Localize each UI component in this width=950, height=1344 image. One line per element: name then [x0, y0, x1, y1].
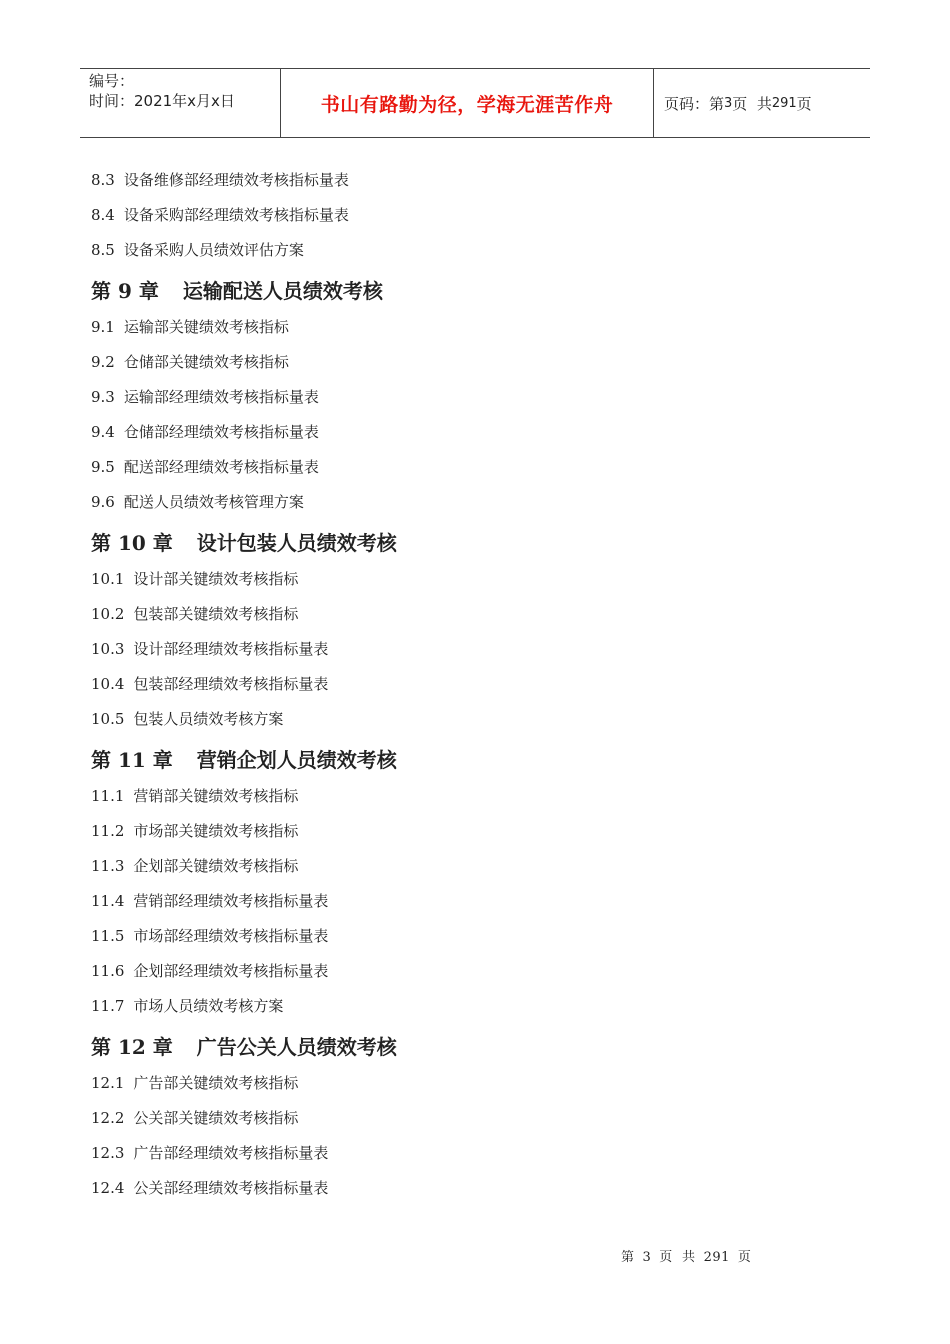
toc-item [91, 199, 851, 234]
toc-item-title: 设备采购人员绩效评估方案 [123, 241, 304, 259]
chapter-heading [91, 740, 851, 780]
footer-current: 3 [642, 1250, 652, 1265]
toc-item-number: 12.2 [91, 1109, 125, 1127]
toc-item-number: 10.2 [91, 605, 125, 623]
toc-item-title: 公关部关键绩效考核指标 [133, 1109, 299, 1127]
toc-item [91, 633, 851, 668]
toc-item [91, 780, 851, 815]
toc-item-title: 仓储部经理绩效考核指标量表 [123, 423, 319, 441]
toc-item [91, 451, 851, 486]
toc-item [91, 598, 851, 633]
chapter-heading [91, 271, 851, 311]
toc-item-title: 公关部经理绩效考核指标量表 [133, 1179, 329, 1197]
toc-item-title: 广告部关键绩效考核指标 [133, 1074, 299, 1092]
toc-item [91, 311, 851, 346]
chapter-number: 第 11 章 [91, 748, 173, 772]
footer-mid: 页 共 [659, 1250, 696, 1265]
page-mid: 页 共 [732, 94, 772, 113]
toc-item [91, 920, 851, 955]
toc-item-title: 包装部关键绩效考核指标 [133, 605, 299, 623]
toc-item [91, 234, 851, 269]
chapter-title: 广告公关人员绩效考核 [196, 1035, 397, 1059]
footer-suffix: 页 [737, 1250, 752, 1265]
toc-item-title: 设计部经理绩效考核指标量表 [133, 640, 329, 658]
chapter-number: 第 10 章 [91, 531, 173, 555]
toc-item-number: 11.7 [91, 997, 125, 1015]
toc-item-number: 12.1 [91, 1074, 125, 1092]
page-current: 3 [724, 95, 733, 111]
toc-item-number: 9.4 [91, 423, 115, 441]
toc-item [91, 1172, 851, 1207]
toc-item [91, 1102, 851, 1137]
toc-item-number: 8.3 [91, 171, 115, 189]
toc-item-title: 企划部关键绩效考核指标 [133, 857, 299, 875]
toc-item-number: 11.1 [91, 787, 125, 805]
toc-item-number: 12.3 [91, 1144, 125, 1162]
toc-item-number: 10.4 [91, 675, 125, 693]
toc-item-number: 8.4 [91, 206, 115, 224]
toc-item-number: 9.3 [91, 388, 115, 406]
time-label: 时间：2021年x月x日 [89, 92, 235, 110]
toc-item-number: 12.4 [91, 1179, 125, 1197]
toc-item-title: 设备采购部经理绩效考核指标量表 [123, 206, 349, 224]
toc-item-title: 包装人员绩效考核方案 [133, 710, 284, 728]
toc-item-title: 市场人员绩效考核方案 [133, 997, 284, 1015]
chapter-heading [91, 523, 851, 563]
toc-item-number: 8.5 [91, 241, 115, 259]
toc-item [91, 346, 851, 381]
page-header [80, 68, 870, 138]
toc-item [91, 381, 851, 416]
header-motto-cell [281, 69, 654, 137]
toc-item-title: 运输部经理绩效考核指标量表 [123, 388, 319, 406]
toc-item-title: 营销部经理绩效考核指标量表 [133, 892, 329, 910]
header-meta-cell [80, 69, 281, 137]
toc-item-number: 9.1 [91, 318, 115, 336]
toc-item-title: 仓储部关键绩效考核指标 [123, 353, 289, 371]
toc-item [91, 955, 851, 990]
toc-item [91, 990, 851, 1025]
toc-item [91, 1137, 851, 1172]
toc-item [91, 815, 851, 850]
toc-item-title: 包装部经理绩效考核指标量表 [133, 675, 329, 693]
toc-item [91, 1067, 851, 1102]
footer-total: 291 [703, 1250, 730, 1265]
toc-item [91, 486, 851, 521]
header-page-cell [654, 69, 870, 137]
toc-item [91, 703, 851, 738]
page-prefix: 页码：第 [664, 94, 725, 113]
toc-item-number: 9.2 [91, 353, 115, 371]
page-total: 291 [771, 95, 797, 111]
toc-item-number: 10.3 [91, 640, 125, 658]
chapter-title: 运输配送人员绩效考核 [182, 279, 383, 303]
toc-item-title: 企划部经理绩效考核指标量表 [133, 962, 329, 980]
toc-item-title: 设备维修部经理绩效考核指标量表 [123, 171, 349, 189]
toc-item-title: 广告部经理绩效考核指标量表 [133, 1144, 329, 1162]
toc-item-number: 9.5 [91, 458, 115, 476]
chapter-number: 第 9 章 [91, 279, 159, 303]
toc-item-number: 11.5 [91, 927, 125, 945]
toc-item-title: 配送人员绩效考核管理方案 [123, 493, 304, 511]
toc-item-number: 9.6 [91, 493, 115, 511]
page-suffix: 页 [796, 94, 812, 113]
toc-item-number: 11.4 [91, 892, 125, 910]
table-of-contents [91, 164, 851, 1207]
toc-item-number: 11.6 [91, 962, 125, 980]
toc-item-title: 营销部关键绩效考核指标 [133, 787, 299, 805]
motto-text: 书山有路勤为径，学海无涯苦作舟 [320, 93, 614, 116]
footer-prefix: 第 [621, 1250, 635, 1265]
toc-item-number: 10.5 [91, 710, 125, 728]
chapter-heading [91, 1027, 851, 1067]
toc-item [91, 164, 851, 199]
chapter-title: 营销企划人员绩效考核 [196, 748, 397, 772]
toc-item-title: 配送部经理绩效考核指标量表 [123, 458, 319, 476]
toc-item [91, 416, 851, 451]
toc-item-title: 市场部关键绩效考核指标 [133, 822, 299, 840]
toc-item-title: 设计部关键绩效考核指标 [133, 570, 299, 588]
toc-item-number: 11.3 [91, 857, 125, 875]
toc-item [91, 668, 851, 703]
chapter-number: 第 12 章 [91, 1035, 173, 1059]
toc-item-title: 市场部经理绩效考核指标量表 [133, 927, 329, 945]
toc-item-number: 10.1 [91, 570, 125, 588]
toc-item-number: 11.2 [91, 822, 125, 840]
toc-item [91, 563, 851, 598]
toc-item-title: 运输部关键绩效考核指标 [123, 318, 289, 336]
code-label: 编号： [89, 72, 135, 90]
toc-item [91, 885, 851, 920]
chapter-title: 设计包装人员绩效考核 [196, 531, 397, 555]
toc-item [91, 850, 851, 885]
